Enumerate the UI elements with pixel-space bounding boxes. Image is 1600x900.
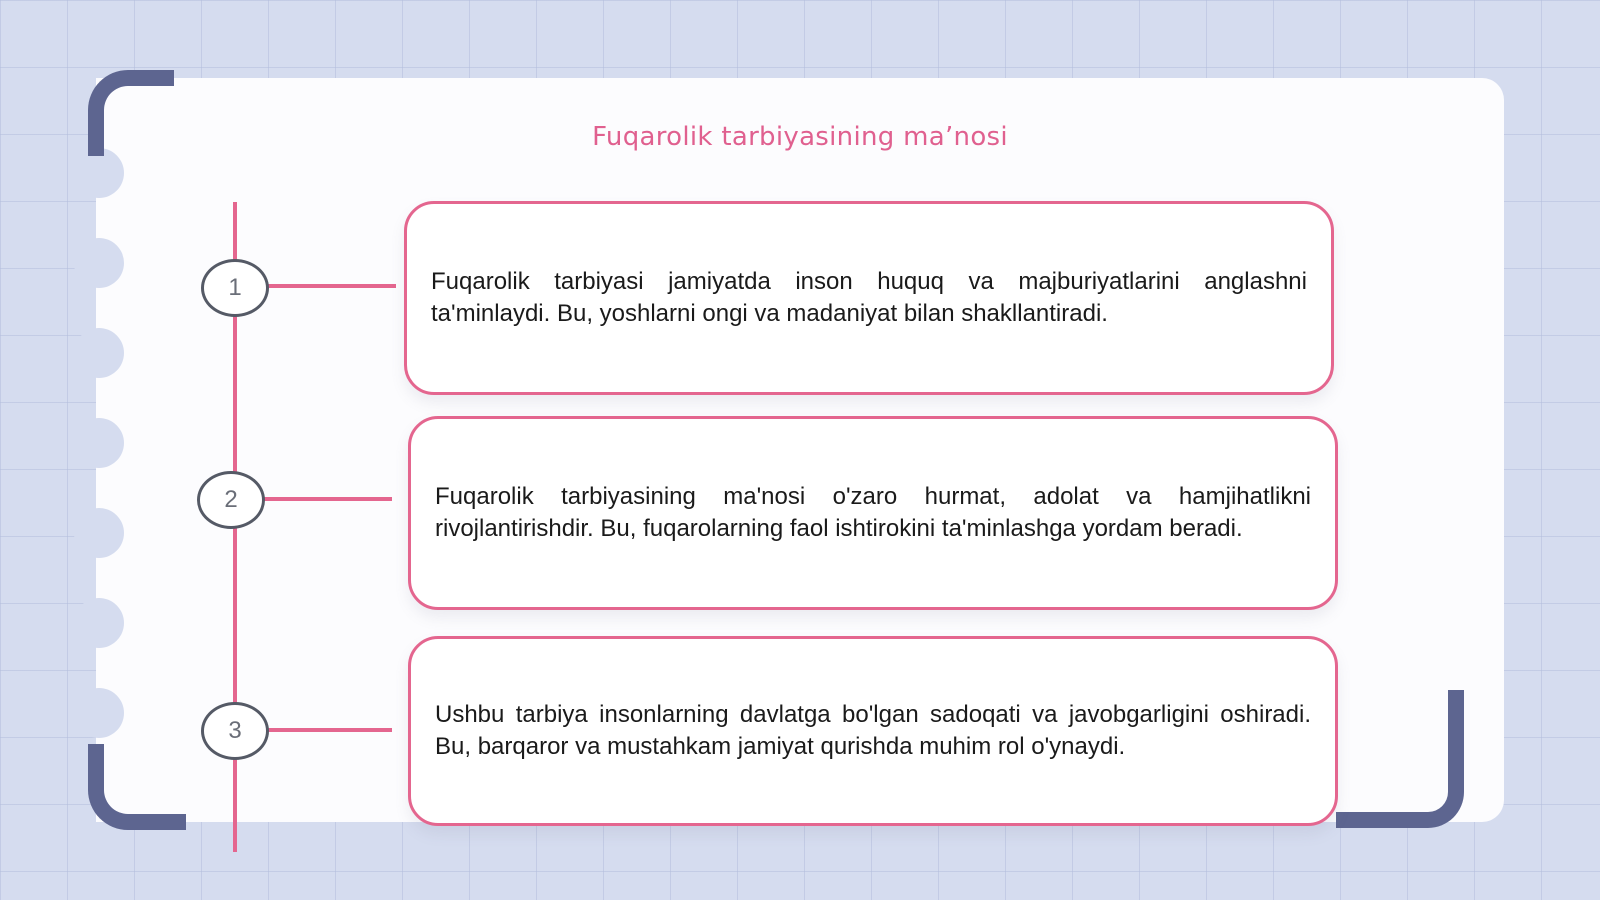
timeline-card-text: Fuqarolik tarbiyasi jamiyatda inson huquq va majburiyatlarini anglashni ta'minlaydi. Bu, yoshlarni ongi va madaniyat bilan shakllantiradi.: [431, 268, 1307, 327]
paper-scallop: [74, 328, 124, 378]
timeline-connector: [264, 497, 392, 501]
timeline-card-3: [408, 636, 1338, 826]
paper-scallop: [74, 418, 124, 468]
timeline-card-1: [404, 201, 1334, 395]
timeline-card-2: [408, 416, 1338, 610]
paper-scallop: [74, 688, 124, 738]
timeline-node-2: 2: [197, 471, 265, 529]
corner-bracket-bottom-left: [88, 744, 186, 830]
timeline-card-text: Ushbu tarbiya insonlarning davlatga bo'lgan sadoqati va javobgarligini oshiradi. Bu, barqaror va mustahkam jamiyat qurishda muhim rol o'ynaydi.: [435, 701, 1311, 760]
timeline-node-1: 1: [201, 259, 269, 317]
paper-scallop: [74, 598, 124, 648]
timeline-card-text: Fuqarolik tarbiyasining ma'nosi o'zaro hurmat, adolat va hamjihatlikni rivojlantirishdir. Bu, fuqarolarning faol ishtirokini ta'minlashga yordam beradi.: [435, 483, 1311, 542]
paper-scallop: [74, 508, 124, 558]
timeline-connector: [268, 284, 396, 288]
timeline-node-3: 3: [201, 702, 269, 760]
timeline-connector: [268, 728, 392, 732]
corner-bracket-bottom-right: [1336, 690, 1464, 828]
slide-title: Fuqarolik tarbiyasining ma’nosi: [592, 122, 1008, 152]
paper-scallop: [74, 238, 124, 288]
